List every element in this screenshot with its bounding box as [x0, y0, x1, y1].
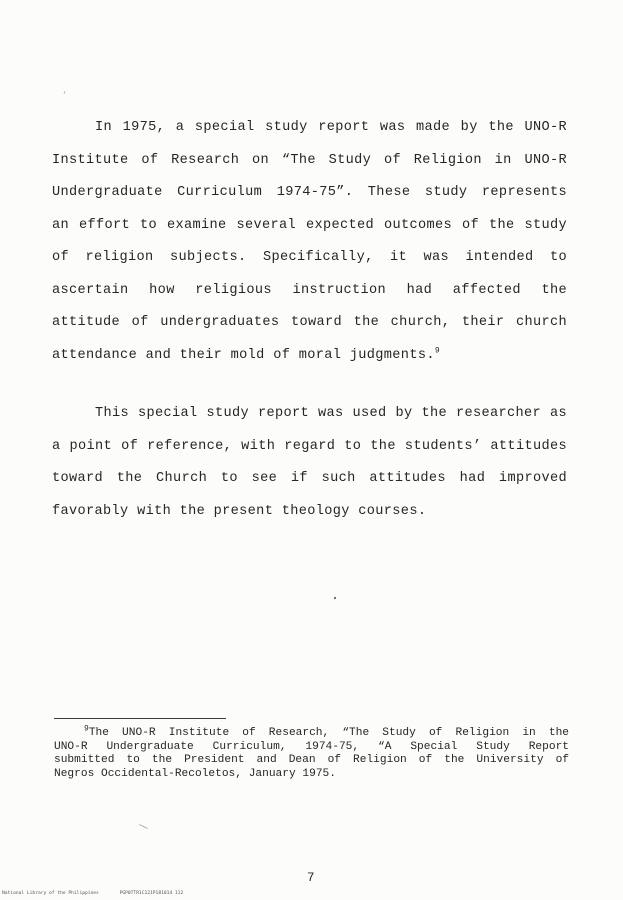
- paragraph-line: attitude of undergraduates toward the church, their church: [52, 315, 567, 330]
- library-code: PGP0TTR1C121P181014 112: [119, 891, 184, 896]
- paragraph-line-text: attendance and their mold of moral judgments.: [52, 347, 435, 363]
- paragraph-line: toward the Church to see if such attitudes had improved: [52, 471, 567, 486]
- stray-dot: [334, 597, 336, 599]
- scan-mark: [139, 824, 148, 829]
- paragraph-line: favorably with the present theology courses.: [52, 503, 427, 519]
- footnote: [54, 724, 569, 781]
- footnote-marker: 9: [84, 724, 89, 734]
- paragraph-line: an effort to examine several expected outcomes of the study: [52, 217, 567, 233]
- paragraph-line-with-footnote: [52, 340, 567, 373]
- footnote-line: Negros Occidental-Recoletos, January 1975.: [54, 767, 336, 780]
- footnote-line: [54, 724, 569, 741]
- footnote-line: submitted to the President and Dean of Religion of the University of: [54, 754, 569, 766]
- body-paragraph-1: [52, 112, 567, 372]
- footnote-line: UNO-R Undergraduate Curriculum, 1974-75, “A Special Study Report: [54, 740, 569, 753]
- paragraph-line: Undergraduate Curriculum 1974-75”. These study represents: [52, 185, 567, 200]
- scan-speck: [64, 91, 66, 94]
- body-paragraph-2: [52, 398, 567, 528]
- library-name: National Library of the Philippines: [2, 891, 99, 896]
- footnote-separator: [54, 718, 226, 719]
- paragraph-line: This special study report was used by the researcher as: [95, 406, 567, 421]
- paragraph-line: In 1975, a special study report was made by the UNO-R: [95, 120, 567, 135]
- library-footer-strip: [2, 891, 201, 896]
- paragraph-line: ascertain how religious instruction had affected the: [52, 282, 567, 298]
- paragraph-line: of religion subjects. Specifically, it was intended to: [52, 250, 567, 265]
- footnote-line-text: The UNO-R Institute of Research, “The Study of Religion in the: [88, 727, 569, 739]
- page-number: 7: [307, 871, 315, 885]
- paragraph-line: a point of reference, with regard to the students’ attitudes: [52, 438, 567, 454]
- paragraph-line: Institute of Research on “The Study of Religion in UNO-R: [52, 152, 567, 168]
- footnote-reference[interactable]: 9: [434, 345, 440, 355]
